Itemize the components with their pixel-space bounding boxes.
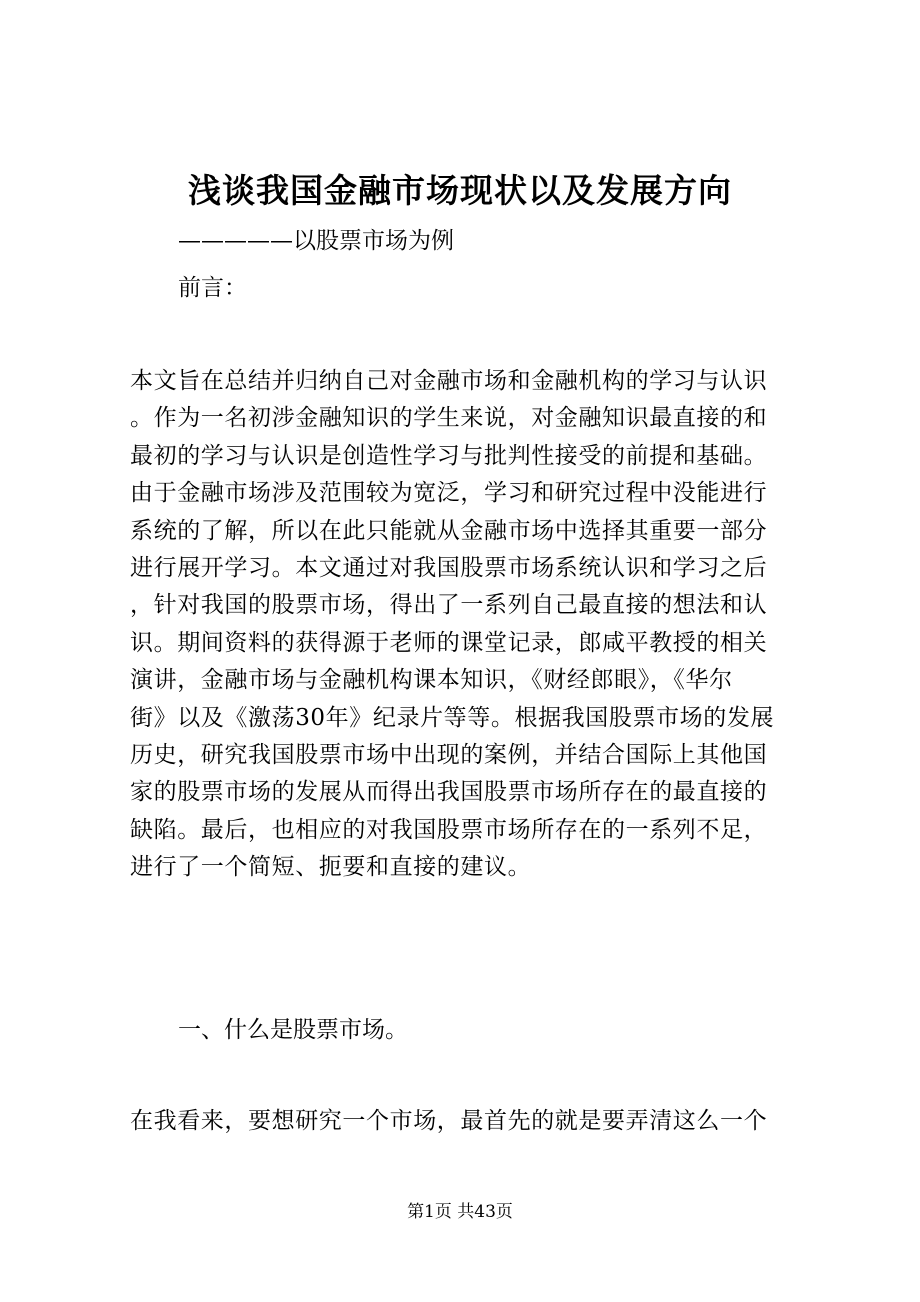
paragraph-line: 由于金融市场涉及范围较为宽泛，学习和研究过程中没能进行 — [130, 480, 768, 507]
document-title: 浅谈我国金融市场现状以及发展方向 — [188, 171, 732, 210]
section-1-heading: 一、什么是股票市场。 — [178, 1017, 408, 1043]
paragraph-line: 演讲，金融市场与金融机构课本知识，《财经郎眼》，《华尔 — [130, 667, 733, 694]
paragraph-2: 在我看来，要想研究一个市场，最首先的就是要弄清这么一个 — [130, 1108, 768, 1134]
document-subtitle: —————以股票市场为例 — [178, 228, 454, 254]
paragraph-line: 家的股票市场的发展从而得出我国股票市场所存在的最直接的 — [130, 779, 768, 806]
paragraph-line: 本文旨在总结并归纳自己对金融市场和金融机构的学习与认识 — [130, 368, 768, 394]
paragraph-line: 进行了一个简短、扼要和直接的建议。 — [130, 854, 532, 881]
paragraph-line: 识。期间资料的获得源于老师的课堂记录，郎咸平教授的相关 — [130, 629, 768, 656]
paragraph-line: ，针对我国的股票市场，得出了一系列自己最直接的想法和认 — [130, 592, 768, 619]
paragraph-line: 最初的学习与认识是创造性学习与批判性接受的前提和基础。 — [130, 442, 768, 469]
paragraph-line: 街》以及《激荡30年》纪录片等等。根据我国股票市场的发展 — [130, 704, 775, 731]
paragraph-line: 。作为一名初涉金融知识的学生来说，对金融知识最直接的和 — [130, 405, 768, 432]
page-footer: 第1页 共43页 — [407, 1202, 513, 1222]
paragraph-1 — [130, 363, 810, 886]
preface-label: 前言： — [178, 275, 247, 301]
paragraph-line: 进行展开学习。本文通过对我国股票市场系统认识和学习之后 — [130, 554, 768, 581]
paragraph-line: 历史，研究我国股票市场中出现的案例，并结合国际上其他国 — [130, 741, 768, 768]
paragraph-line: 系统的了解，所以在此只能就从金融市场中选择其重要一部分 — [130, 517, 768, 544]
paragraph-line: 缺陷。最后，也相应的对我国股票市场所存在的一系列不足， — [130, 816, 768, 843]
